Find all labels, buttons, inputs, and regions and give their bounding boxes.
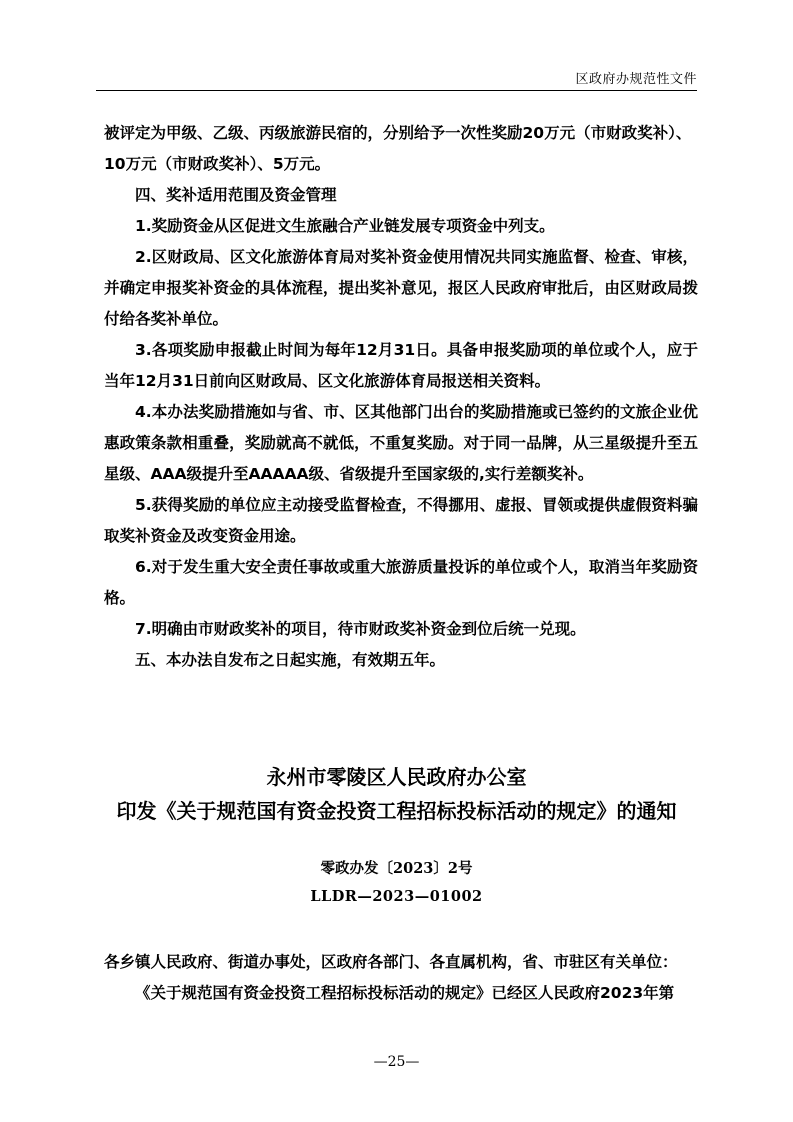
list-item-3: 3.各项奖励申报截止时间为每年12月31日。具备申报奖励项的单位或个人，应于当年12月31日前向区财政局、区文化旅游体育局报送相关资料。 [104,341,698,390]
notice-title [0,760,793,828]
header-divider [96,90,697,91]
recipients-line: 各乡镇人民政府、街道办事处，区政府各部门、各直属机构，省、市驻区有关单位： [104,953,678,971]
paragraph-continuation-line2: 10万元（市财政奖补）、5万元。 [104,155,331,173]
list-item-1: 1.奖励资金从区促进文生旅融合产业链发展专项资金中列支。 [135,217,555,235]
page-number: —25— [373,1054,420,1070]
document-body [104,118,698,676]
section-heading-5: 五、本办法自发布之日起实施，有效期五年。 [135,651,446,669]
notice-body [104,947,698,1009]
list-item-6: 6.对于发生重大安全责任事故或重大旅游质量投诉的单位或个人，取消当年奖励资格。 [104,558,698,607]
document-registration-code: LLDR—2023—01002 [310,888,483,905]
list-item-7: 7.明确由市财政奖补的项目，待市财政奖补资金到位后统一兑现。 [135,620,586,638]
section-heading-4: 四、奖补适用范围及资金管理 [135,186,337,204]
running-header: 区政府办规范性文件 [575,72,697,87]
paragraph-continuation-line1: 被评定为甲级、乙级、丙级旅游民宿的，分别给予一次性奖励20万元（市财政奖补）、 [104,124,692,142]
list-item-2: 2.区财政局、区文化旅游体育局对奖补资金使用情况共同实施监督、检查、审核，并确定申报奖补资金的具体流程，提出奖补意见，报区人民政府审批后，由区财政局拨付给各奖补单位。 [104,248,698,328]
notice-opening-line: 《关于规范国有资金投资工程招标投标活动的规定》已经区人民政府2023年第 [135,984,675,1002]
document-number: 零政办发〔2023〕2号 [320,860,473,877]
notice-title-line2: 印发《关于规范国有资金投资工程招标投标活动的规定》的通知 [116,799,677,823]
list-item-4: 4.本办法奖励措施如与省、市、区其他部门出台的奖励措施或已签约的文旅企业优惠政策条款相重叠，奖励就高不就低，不重复奖励。对于同一品牌，从三星级提升至五星级、AAA级提升至AAAAA级、省级提升至国家级的,实行差额奖补。 [104,403,698,483]
notice-title-line1: 永州市零陵区人民政府办公室 [266,765,527,789]
list-item-5: 5.获得奖励的单位应主动接受监督检查，不得挪用、虚报、冒领或提供虚假资料骗取奖补资金及改变资金用途。 [104,496,698,545]
